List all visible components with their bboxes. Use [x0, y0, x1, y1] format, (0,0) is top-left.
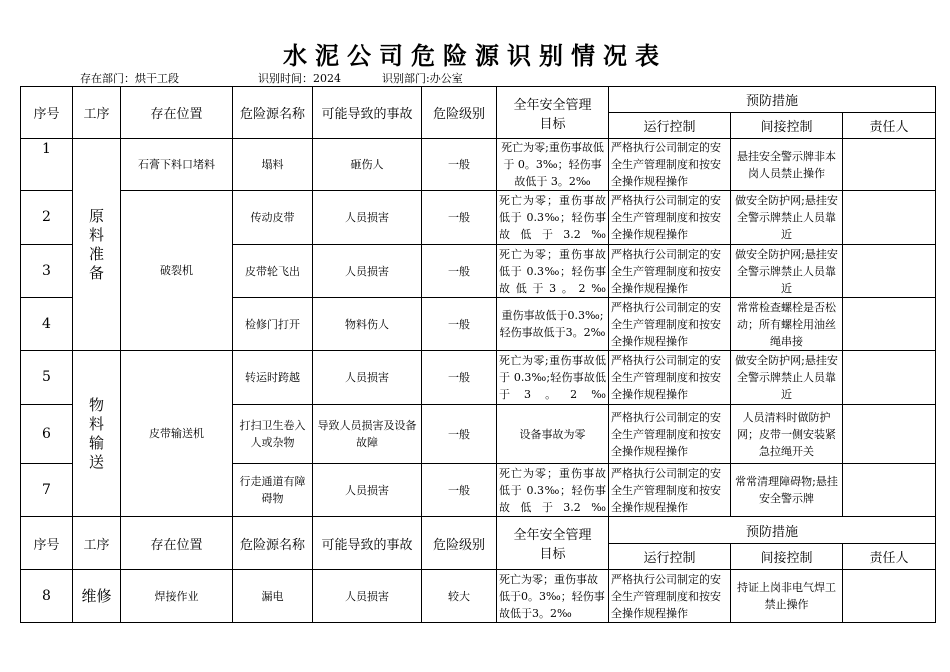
indirect-control-cell: 持证上岗非电气焊工禁止操作	[731, 570, 843, 623]
location-cell: 石膏下料口堵料	[121, 139, 233, 191]
indirect-control-cell: 常常检查螺栓是否松动；所有螺栓用油丝绳串接	[731, 298, 843, 351]
goal-cell: 重伤事故低于0.3‰;轻伤事故低于3。2‰	[497, 298, 609, 351]
goal-cell: 死亡为零；重伤事故低于 0.3‰；轻伤事故低于3.2‰	[497, 191, 609, 245]
hazard-cell: 漏电	[233, 570, 313, 623]
indirect-control-cell: 做安全防护网;悬挂安全警示牌禁止人员靠近	[731, 245, 843, 298]
level-cell: 一般	[422, 405, 497, 464]
accident-cell: 物料伤人	[313, 298, 422, 351]
indirect-control-cell: 做安全防护网;悬挂安全警示牌禁止人员靠近	[731, 351, 843, 405]
run-control-cell: 严格执行公司制定的安全生产管理制度和按安全操作规程操作	[609, 351, 731, 405]
goal-cell: 死亡为零；重伤事故低于 0.3‰；轻伤事故低于3。2‰	[497, 245, 609, 298]
row-number: 8	[21, 570, 73, 623]
header-responsible: 责任人	[843, 544, 936, 570]
run-control-cell: 严格执行公司制定的安全生产管理制度和按安全操作规程操作	[609, 570, 731, 623]
header-goal: 全年安全管理目标	[497, 517, 609, 570]
table-row	[21, 191, 936, 245]
goal-cell: 设备事故为零	[497, 405, 609, 464]
level-cell: 一般	[422, 139, 497, 191]
goal-cell: 死亡为零;重伤事故低于 0.3‰;轻伤事故低于3。2‰	[497, 351, 609, 405]
header-no: 序号	[21, 517, 73, 570]
accident-cell: 人员损害	[313, 191, 422, 245]
header-run-control: 运行控制	[609, 113, 731, 139]
row-number: 2	[21, 191, 73, 245]
responsible-cell	[843, 139, 936, 191]
goal-cell: 死亡为零；重伤事故低于 0.3‰；轻伤事故低于3.2‰	[497, 464, 609, 517]
header-accident: 可能导致的事故	[313, 87, 422, 139]
indirect-control-cell: 悬挂安全警示牌非本岗人员禁止操作	[731, 139, 843, 191]
header-level: 危险级别	[422, 87, 497, 139]
table-row	[21, 139, 936, 191]
header-hazard: 危险源名称	[233, 87, 313, 139]
level-cell: 较大	[422, 570, 497, 623]
row-number: 4	[21, 298, 73, 351]
header-location: 存在位置	[121, 87, 233, 139]
row-number: 1	[21, 139, 73, 191]
accident-cell: 人员损害	[313, 464, 422, 517]
hazard-cell: 塌料	[233, 139, 313, 191]
responsible-cell	[843, 570, 936, 623]
header-row	[21, 517, 936, 544]
goal-cell: 死亡为零；重伤事故低于0。3‰；轻伤事故低于3。2‰	[497, 570, 609, 623]
run-control-cell: 严格执行公司制定的安全生产管理制度和按安全操作规程操作	[609, 405, 731, 464]
accident-cell: 人员损害	[313, 351, 422, 405]
hazard-cell: 检修门打开	[233, 298, 313, 351]
level-cell: 一般	[422, 191, 497, 245]
responsible-cell	[843, 351, 936, 405]
indirect-control-cell: 做安全防护网;悬挂安全警示牌禁止人员靠近	[731, 191, 843, 245]
header-responsible: 责任人	[843, 113, 936, 139]
level-cell: 一般	[422, 245, 497, 298]
accident-cell: 导致人员损害及设备故障	[313, 405, 422, 464]
indirect-control-cell: 常常清理障碍物;悬挂安全警示牌	[731, 464, 843, 517]
identify-time-label: 识别时间：2024	[258, 72, 341, 85]
row-number: 6	[21, 405, 73, 464]
responsible-cell	[843, 298, 936, 351]
header-indirect-control: 间接控制	[731, 113, 843, 139]
run-control-cell: 严格执行公司制定的安全生产管理制度和按安全操作规程操作	[609, 464, 731, 517]
header-row	[21, 87, 936, 113]
process-group-maintenance: 维修	[73, 570, 121, 623]
hazard-cell: 皮带轮飞出	[233, 245, 313, 298]
run-control-cell: 严格执行公司制定的安全生产管理制度和按安全操作规程操作	[609, 139, 731, 191]
header-goal: 全年安全管理目标	[497, 87, 609, 139]
header-run-control: 运行控制	[609, 544, 731, 570]
table-row	[21, 351, 936, 405]
level-cell: 一般	[422, 351, 497, 405]
hazard-cell: 传动皮带	[233, 191, 313, 245]
hazard-cell: 转运时跨越	[233, 351, 313, 405]
process-group-raw-material: 原料准备	[73, 139, 121, 351]
header-prevention: 预防措施	[609, 87, 936, 113]
responsible-cell	[843, 191, 936, 245]
header-no: 序号	[21, 87, 73, 139]
accident-cell: 人员损害	[313, 570, 422, 623]
process-group-material-transport: 物料输送	[73, 351, 121, 517]
responsible-cell	[843, 405, 936, 464]
hazard-cell: 行走通道有障碍物	[233, 464, 313, 517]
header-indirect-control: 间接控制	[731, 544, 843, 570]
row-number: 5	[21, 351, 73, 405]
run-control-cell: 严格执行公司制定的安全生产管理制度和按安全操作规程操作	[609, 245, 731, 298]
level-cell: 一般	[422, 298, 497, 351]
header-level: 危险级别	[422, 517, 497, 570]
table-row	[21, 570, 936, 623]
responsible-cell	[843, 464, 936, 517]
location-cell: 破裂机	[121, 191, 233, 351]
level-cell: 一般	[422, 464, 497, 517]
run-control-cell: 严格执行公司制定的安全生产管理制度和按安全操作规程操作	[609, 191, 731, 245]
hazard-table	[20, 86, 936, 623]
header-location: 存在位置	[121, 517, 233, 570]
hazard-cell: 打扫卫生卷入人或杂物	[233, 405, 313, 464]
accident-cell: 砸伤人	[313, 139, 422, 191]
indirect-control-cell: 人员清料时做防护网；皮带一侧安装紧急拉绳开关	[731, 405, 843, 464]
dept-label: 存在部门：烘干工段	[80, 72, 179, 85]
header-accident: 可能导致的事故	[313, 517, 422, 570]
run-control-cell: 严格执行公司制定的安全生产管理制度和按安全操作规程操作	[609, 298, 731, 351]
location-cell: 焊接作业	[121, 570, 233, 623]
accident-cell: 人员损害	[313, 245, 422, 298]
responsible-cell	[843, 245, 936, 298]
header-process: 工序	[73, 517, 121, 570]
row-number: 3	[21, 245, 73, 298]
identify-dept-label: 识别部门:办公室	[382, 72, 463, 85]
row-number: 7	[21, 464, 73, 517]
header-process: 工序	[73, 87, 121, 139]
header-hazard: 危险源名称	[233, 517, 313, 570]
location-cell: 皮带输送机	[121, 351, 233, 517]
header-prevention: 预防措施	[609, 517, 936, 544]
page-title: 水泥公司危险源识别情况表	[283, 41, 667, 70]
goal-cell: 死亡为零;重伤事故低于 0。3‰；轻伤事故低于 3。2‰	[497, 139, 609, 191]
